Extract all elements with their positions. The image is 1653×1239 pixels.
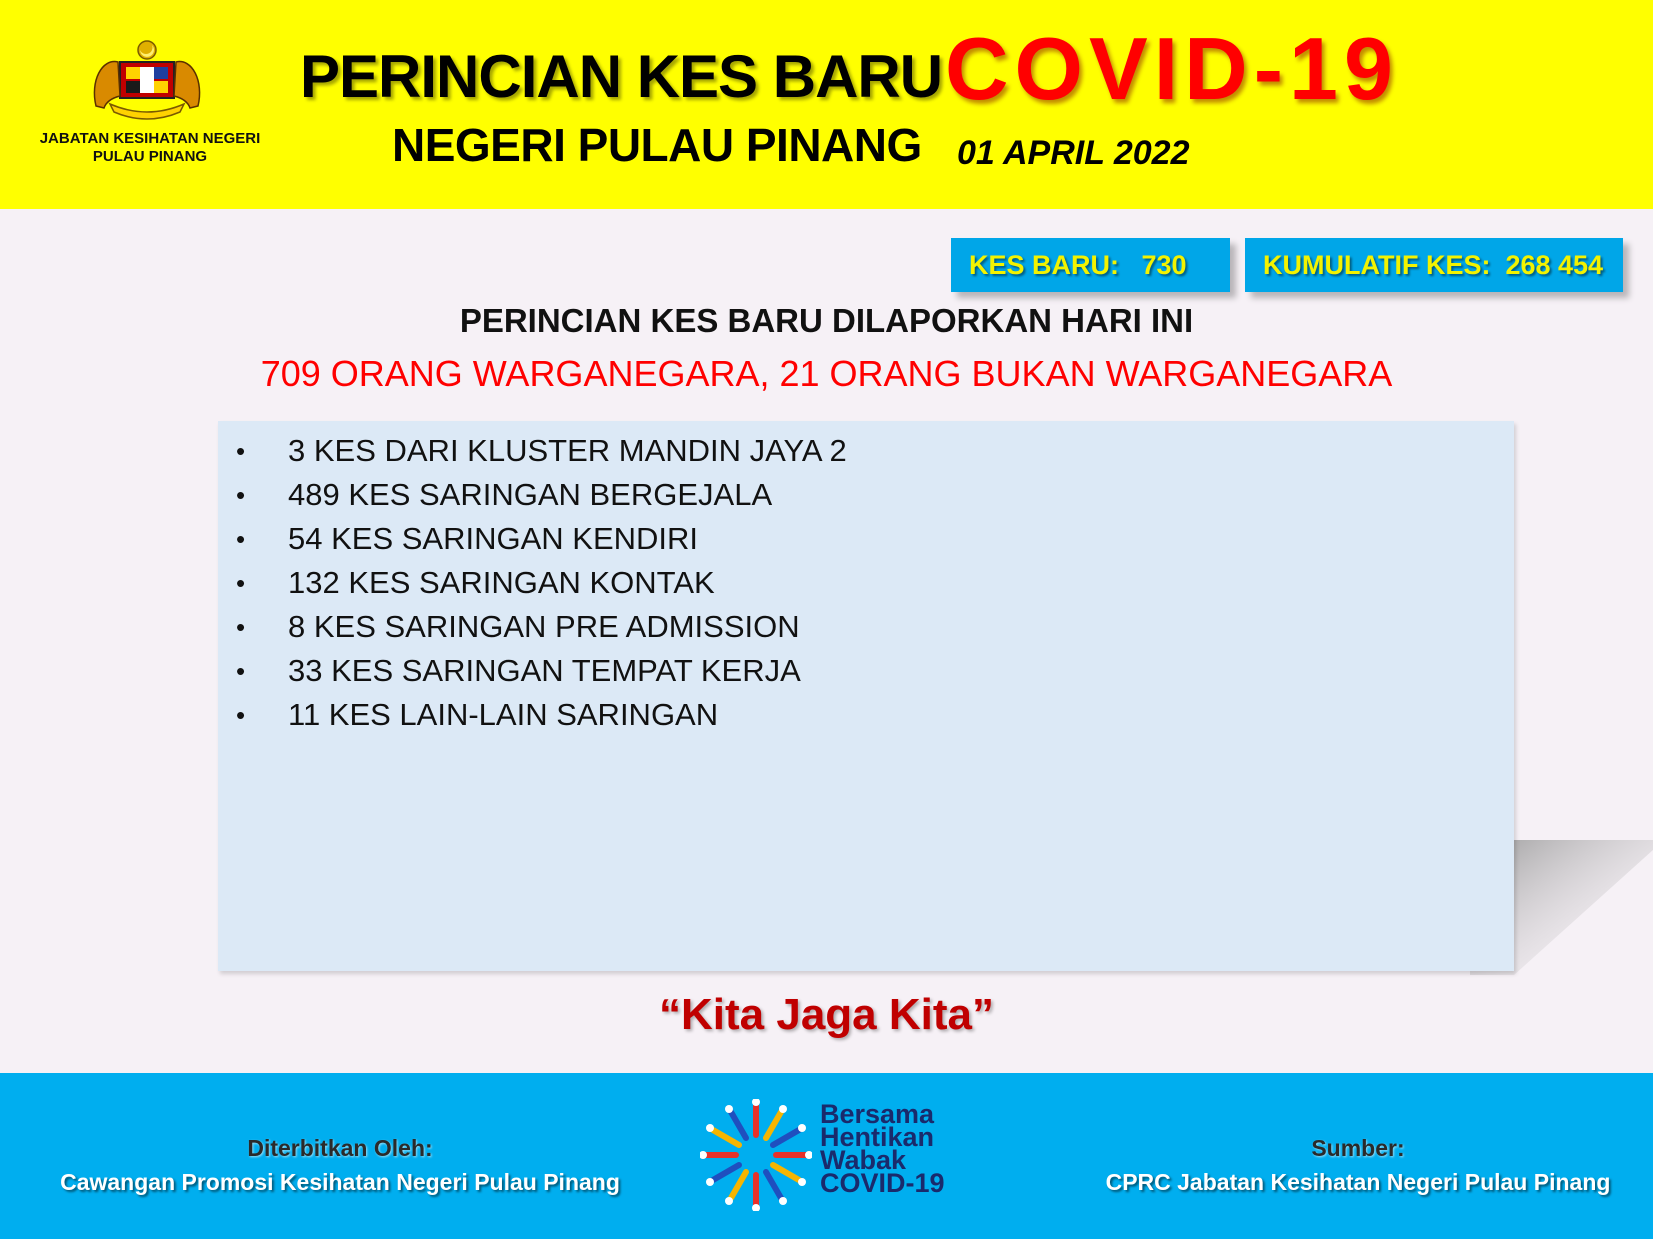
list-item: • 3 KES DARI KLUSTER MANDIN JAYA 2 [236,433,847,468]
state-title: NEGERI PULAU PINANG [392,119,922,171]
publisher-name: Cawangan Promosi Kesihatan Negeri Pulau Pinang [60,1169,620,1195]
list-item: • 132 KES SARINGAN KONTAK [236,565,715,600]
header-banner [0,0,1653,209]
campaign-line4: COVID-19 [820,1168,945,1198]
campaign-logo-icon [700,1099,812,1211]
department-line1: JABATAN KESIHATAN NEGERI [39,130,261,147]
cumulative-cases-text: KUMULATIF KES: 268 454 [1263,249,1604,280]
case-list [218,421,1514,737]
campaign-line2: Hentikan [820,1122,935,1152]
case-item-text: 54 KES SARINGAN KENDIRI [288,521,699,556]
campaign-line1: Bersama [820,1099,935,1129]
publisher-block [40,1131,640,1199]
campaign-line3: Wabak [820,1145,907,1175]
department-name [20,130,280,166]
list-item: • 489 KES SARINGAN BERGEJALA [236,477,773,512]
new-cases-badge [951,238,1230,292]
case-item-text: 489 KES SARINGAN BERGEJALA [288,477,773,512]
case-item-text: 33 KES SARINGAN TEMPAT KERJA [288,653,801,688]
case-item-text: 11 KES LAIN-LAIN SARINGAN [288,697,719,732]
list-item: • 54 KES SARINGAN KENDIRI [236,521,699,556]
case-details-panel [218,421,1514,971]
list-item: • 8 KES SARINGAN PRE ADMISSION [236,609,800,644]
case-item-text: 8 KES SARINGAN PRE ADMISSION [288,609,800,644]
new-cases-text: KES BARU: 730 [969,249,1187,280]
cumulative-cases-badge [1245,238,1623,292]
summary-heading: PERINCIAN KES BARU DILAPORKAN HARI INI [459,302,1194,339]
campaign-logo-text [820,1099,945,1198]
covid-title: COVID-19 [945,19,1399,118]
summary-breakdown: 709 ORANG WARGANEGARA, 21 ORANG BUKAN WARGANEGARA [260,353,1393,394]
motto: “Kita Jaga Kita” [659,990,994,1039]
case-item-text: 3 KES DARI KLUSTER MANDIN JAYA 2 [288,433,847,468]
source-name: CPRC Jabatan Kesihatan Negeri Pulau Pinang [1105,1169,1611,1195]
source-label: Sumber: [1311,1135,1405,1161]
coat-of-arms-icon [88,36,206,120]
case-item-text: 132 KES SARINGAN KONTAK [288,565,715,600]
source-block [1088,1131,1628,1199]
department-line2: PULAU PINANG [92,148,208,165]
footer-banner [0,1073,1653,1239]
list-item: • 33 KES SARINGAN TEMPAT KERJA [236,653,801,688]
publisher-label: Diterbitkan Oleh: [247,1135,433,1161]
page-title: PERINCIAN KES BARU [300,43,943,110]
report-date: 01 APRIL 2022 [957,134,1190,172]
list-item: • 11 KES LAIN-LAIN SARINGAN [236,697,719,732]
